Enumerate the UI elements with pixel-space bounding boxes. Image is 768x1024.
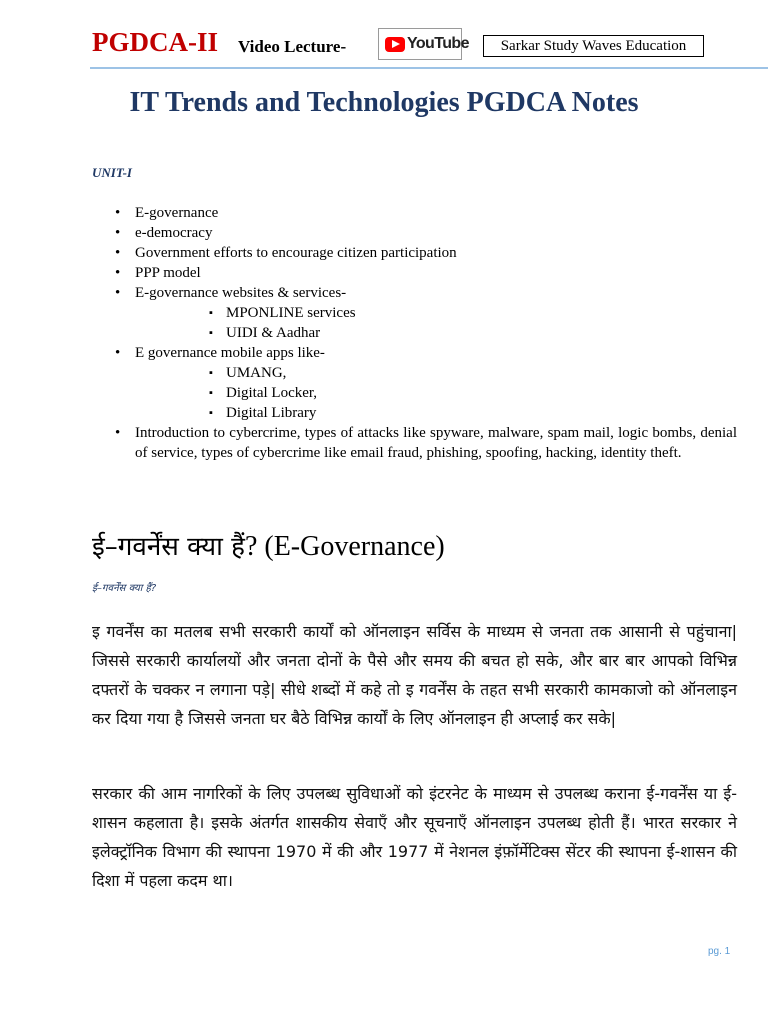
bullet-icon: • (115, 265, 121, 281)
bullet-icon: • (115, 225, 121, 241)
subtopic-item (135, 403, 737, 423)
subtopic-list (135, 363, 737, 423)
topic-item (92, 343, 737, 423)
bullet-icon: • (115, 345, 121, 361)
topic-item (92, 203, 737, 223)
subtopic-item (135, 303, 737, 323)
subtopic-text: Digital Library (226, 405, 317, 421)
topic-item (92, 263, 737, 283)
topic-text: Introduction to cybercrime, types of attacks like spyware, malware, spam mail, logic bombs, denial of service, types of cybercrime like email fraud, phishing, spoofing, hacking, identity theft. (135, 425, 737, 461)
subtopic-item (135, 323, 737, 343)
channel-name-box: Sarkar Study Waves Education (483, 35, 704, 57)
header-divider (90, 67, 768, 69)
section-heading-hindi: ई–गवर्नेंस क्या हैं (92, 532, 245, 562)
topic-list (92, 203, 737, 463)
square-bullet-icon: ▪ (209, 367, 213, 379)
topic-text: E governance mobile apps like- (135, 345, 325, 361)
topic-text: e-democracy (135, 225, 213, 241)
square-bullet-icon: ▪ (209, 307, 213, 319)
square-bullet-icon: ▪ (209, 407, 213, 419)
bullet-icon: • (115, 285, 121, 301)
document-title: IT Trends and Technologies PGDCA Notes (129, 87, 639, 118)
section-heading (92, 527, 445, 563)
paragraph: इ गवर्नेंस का मतलब सभी सरकारी कार्यों को ऑनलाइन सर्विस के माध्यम से जनता तक आसानी से पहुंचाना| जिससे सरकारी कार्यालयों और जनता दोनों के पैसे और समय की बचत हो सके, और बार बार आपको विभिन्न दफ्तरों के चक्कर न लगाना पड़े| सीधे शब्दों में कहे तो इ गवर्नेंस के तहत सभी सरकारी कामकाजो को ऑनलाइन कर दिया गया है जिससे जनता घर बैठे विभिन्न कार्यों के लिए ऑनलाइन ही अप्लाई कर सके| (92, 622, 737, 728)
subtopic-text: Digital Locker, (226, 385, 318, 401)
subtopic-text: MPONLINE services (226, 305, 356, 321)
topic-item (92, 423, 737, 463)
square-bullet-icon: ▪ (209, 387, 213, 399)
youtube-play-icon (385, 37, 405, 52)
section-subheading: ई–गवर्नेंस क्या हैं? (92, 583, 157, 594)
subtopic-text: UIDI & Aadhar (226, 325, 321, 341)
bullet-icon: • (115, 425, 121, 441)
square-bullet-icon: ▪ (209, 327, 213, 339)
subtopic-item (135, 383, 737, 403)
youtube-wordmark: YouTube (407, 35, 469, 52)
bullet-icon: • (115, 205, 121, 221)
topic-item (92, 243, 737, 263)
youtube-logo-link[interactable] (378, 28, 469, 60)
topic-text: Government efforts to encourage citizen participation (135, 245, 457, 261)
topic-text: E-governance (135, 205, 219, 221)
unit-label: UNIT-I (92, 165, 132, 180)
section-heading-english: ? (E-Governance) (244, 531, 445, 562)
subtopic-item (135, 363, 737, 383)
header-title: PGDCA-II (92, 27, 218, 57)
page-header (0, 22, 768, 66)
header-subtitle: Video Lecture- (238, 37, 347, 56)
topic-text: PPP model (135, 265, 201, 281)
page-number: pg. 1 (708, 946, 731, 957)
topic-item (92, 223, 737, 243)
topic-text: E-governance websites & services- (135, 285, 347, 301)
topic-item (92, 283, 737, 343)
paragraph: सरकार की आम नागरिकों के लिए उपलब्ध सुविधाओं को इंटरनेट के माध्यम से उपलब्ध कराना ई-गवर्नेंस या ई-शासन कहलाता है। इसके अंतर्गत शासकीय सेवाएँ और सूचनाएँ ऑनलाइन उपलब्ध होती हैं। भारत सरकार ने इलेक्ट्रॉनिक विभाग की स्थापना 1970 में की और 1977 में नेशनल इंफ़ॉर्मेटिक्स सेंटर की स्थापना ई-शासन की दिशा में पहला कदम था। (92, 784, 737, 890)
subtopic-text: UMANG, (226, 365, 287, 381)
bullet-icon: • (115, 245, 121, 261)
subtopic-list (135, 303, 737, 343)
